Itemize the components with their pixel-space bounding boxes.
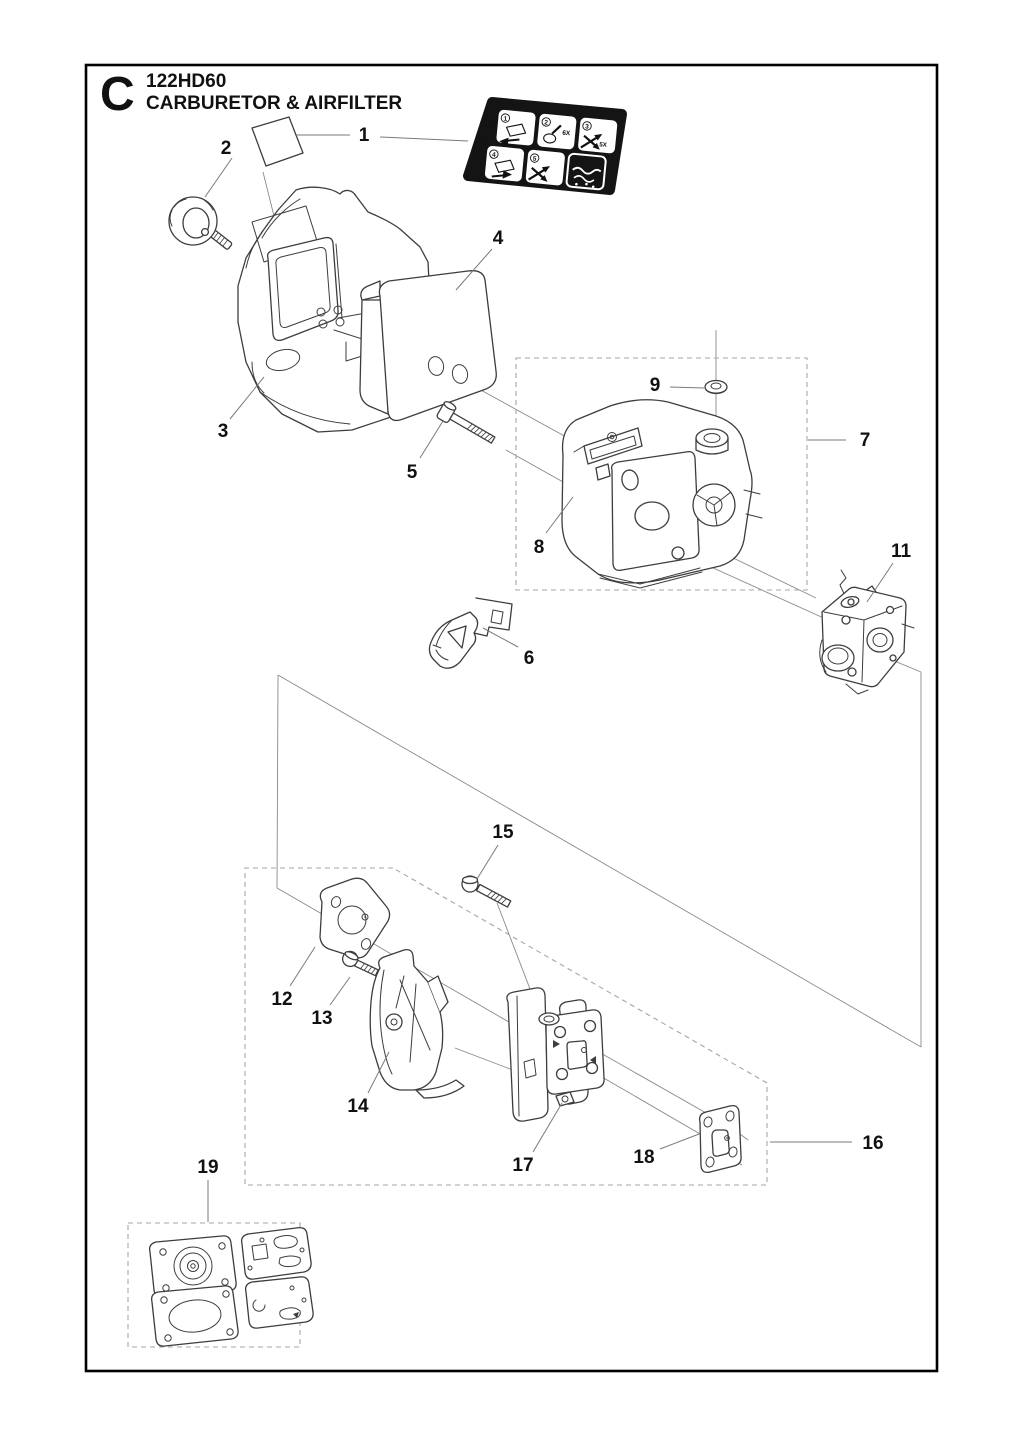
callout-16: 16 [862,1133,884,1154]
callout-5: 5 [406,462,418,483]
callout-19: 19 [197,1157,219,1178]
part-18-gasket [700,1106,742,1173]
part-12-gasket [320,878,390,958]
decal-choke-count: 5X [598,141,608,149]
part-1-label-sticker [252,117,303,166]
callout-14: 14 [347,1096,369,1117]
part-5-screw [436,400,499,447]
model-number: 122HD60 [146,71,227,92]
part-9-washer [705,381,727,394]
part-6-choke-lever [429,598,512,668]
decal-step-5: 5 [532,155,537,163]
callout-7: 7 [859,430,871,451]
callout-2: 2 [220,138,232,159]
decal-step-4: 4 [491,151,496,159]
part-4-air-filter [360,271,496,421]
part-1-instruction-decal [468,102,622,191]
callout-11: 11 [890,541,912,562]
part-19-gasket-kit [150,1228,314,1347]
part-2-cover-knob [169,197,232,250]
callout-12: 12 [271,989,293,1010]
part-14-bracket [370,950,464,1098]
page-title: CARBURETOR & AIRFILTER [146,93,403,114]
callout-6: 6 [523,648,535,669]
part-11-carburetor [820,570,914,694]
callout-3: 3 [217,421,229,442]
callout-15: 15 [492,822,514,843]
callout-18: 18 [633,1147,655,1168]
callout-9: 9 [649,375,661,396]
section-letter: C [100,68,135,121]
decal-step-1: 1 [503,115,508,123]
callout-17: 17 [512,1155,534,1176]
decal-step-3: 3 [584,123,590,131]
decal-pump-count: 6X [561,129,571,138]
decal-step-2: 2 [543,119,549,127]
part-17-intake-manifold [507,988,604,1121]
callout-4: 4 [492,228,504,249]
callout-1: 1 [358,125,370,146]
callout-13: 13 [311,1008,333,1029]
part-15-screw [462,876,511,907]
header [100,68,402,121]
part-7-airfilter-holder [562,400,762,588]
callout-8: 8 [533,537,545,558]
